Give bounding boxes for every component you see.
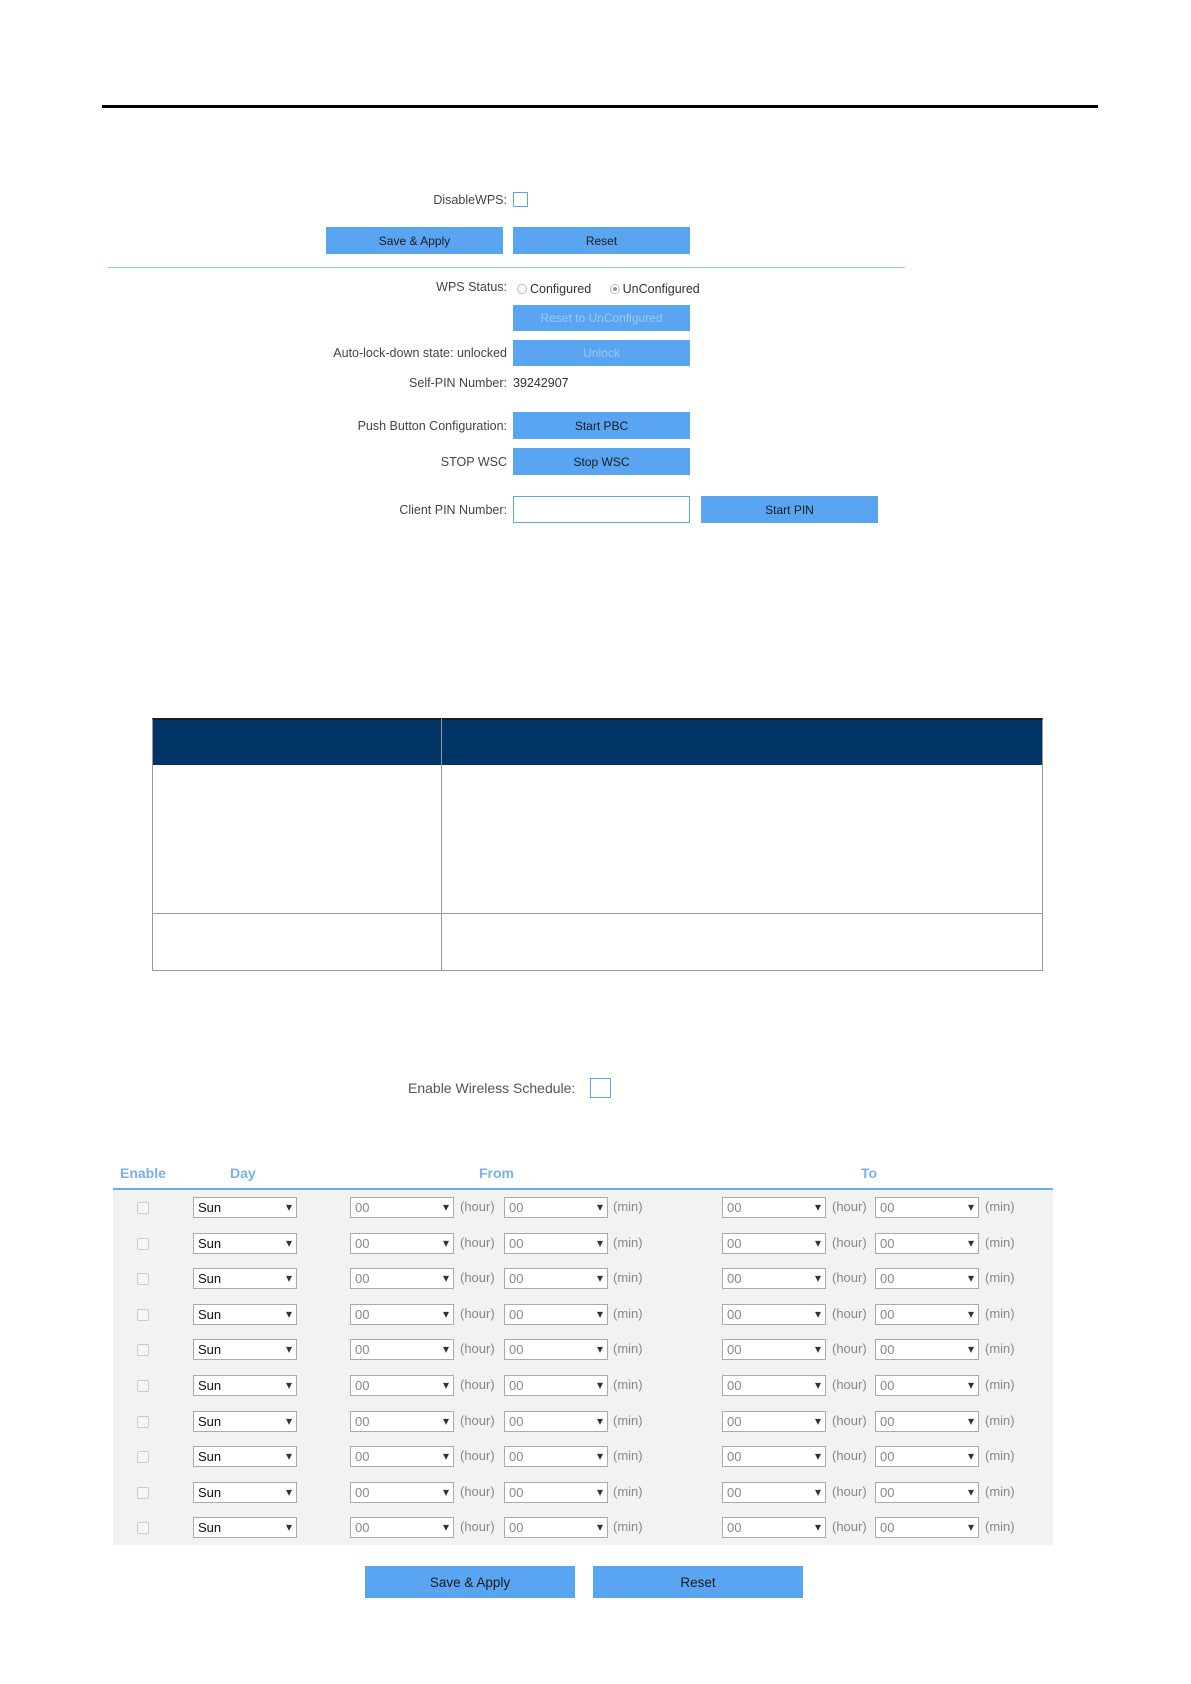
day-select[interactable]: Sun ▾ <box>193 1517 297 1538</box>
day-select[interactable]: Sun ▾ <box>193 1446 297 1467</box>
from-min-unit: (min) <box>613 1234 643 1250</box>
wps-status-radio-group <box>517 280 700 298</box>
header-to: To <box>861 1165 878 1181</box>
from-hour-unit: (hour) <box>460 1341 495 1357</box>
stop-wsc-label: STOP WSC <box>440 455 507 469</box>
to-hour-select[interactable]: 00 ▾ <box>722 1233 826 1254</box>
row-enable-checkbox[interactable] <box>137 1309 149 1321</box>
from-hour-unit: (hour) <box>460 1377 495 1392</box>
to-hour-unit: (hour) <box>832 1377 867 1392</box>
day-select[interactable]: Sun ▾ <box>193 1375 297 1396</box>
page-header-rule <box>102 105 1098 108</box>
schedule-row <box>113 1405 1053 1440</box>
from-hour-unit: (hour) <box>460 1483 495 1499</box>
disable-wps-checkbox[interactable] <box>513 192 528 207</box>
from-hour-unit: (hour) <box>460 1448 495 1464</box>
from-min-select[interactable]: 00 ▾ <box>504 1233 608 1254</box>
info-table-header <box>153 720 1042 765</box>
from-hour-select[interactable]: 00 ▾ <box>350 1339 454 1360</box>
start-pin-button[interactable]: Start PIN <box>701 496 878 523</box>
from-min-unit: (min) <box>613 1448 643 1464</box>
day-select[interactable]: Sun ▾ <box>193 1411 297 1432</box>
stop-wsc-button[interactable]: Stop WSC <box>513 448 690 475</box>
to-hour-unit: (hour) <box>832 1270 867 1286</box>
to-min-unit: (min) <box>985 1234 1015 1250</box>
from-min-unit: (min) <box>613 1377 643 1392</box>
row-enable-checkbox[interactable] <box>137 1522 149 1534</box>
self-pin-value: 39242907 <box>513 376 569 390</box>
schedule-row <box>113 1511 1053 1546</box>
to-min-unit: (min) <box>985 1483 1015 1499</box>
row-enable-checkbox[interactable] <box>137 1380 149 1392</box>
from-hour-select[interactable]: 00 ▾ <box>350 1446 454 1467</box>
to-min-select[interactable]: 00 ▾ <box>875 1304 979 1325</box>
schedule-row <box>113 1333 1053 1368</box>
start-pbc-button[interactable]: Start PBC <box>513 412 690 439</box>
from-hour-select[interactable]: 00 ▾ <box>350 1411 454 1432</box>
from-min-unit: (min) <box>613 1412 643 1428</box>
to-hour-unit: (hour) <box>832 1519 867 1535</box>
unconfigured-radio[interactable] <box>610 284 620 294</box>
from-min-select[interactable]: 00 ▾ <box>504 1197 608 1218</box>
day-select[interactable]: Sun ▾ <box>193 1197 297 1218</box>
row-enable-checkbox[interactable] <box>137 1416 149 1428</box>
to-hour-select[interactable]: 00 ▾ <box>722 1411 826 1432</box>
to-min-unit: (min) <box>985 1448 1015 1464</box>
from-min-unit: (min) <box>613 1270 643 1286</box>
to-min-select[interactable]: 00 ▾ <box>875 1375 979 1396</box>
from-hour-select[interactable]: 00 ▾ <box>350 1482 454 1503</box>
to-min-unit: (min) <box>985 1412 1015 1428</box>
from-min-select[interactable]: 00 ▾ <box>504 1339 608 1360</box>
to-hour-unit: (hour) <box>832 1448 867 1464</box>
from-hour-select[interactable]: 00 ▾ <box>350 1233 454 1254</box>
to-hour-select[interactable]: 00 ▾ <box>722 1339 826 1360</box>
from-min-select[interactable]: 00 ▾ <box>504 1411 608 1432</box>
from-min-select[interactable]: 00 ▾ <box>504 1482 608 1503</box>
autolock-label: Auto-lock-down state: unlocked <box>333 346 507 360</box>
unlock-button[interactable]: Unlock <box>513 340 690 366</box>
to-hour-unit: (hour) <box>832 1341 867 1357</box>
to-min-select[interactable]: 00 ▾ <box>875 1517 979 1538</box>
enable-schedule-checkbox[interactable] <box>590 1078 611 1098</box>
from-min-unit: (min) <box>613 1305 643 1321</box>
from-hour-select[interactable]: 00 ▾ <box>350 1268 454 1289</box>
to-hour-unit: (hour) <box>832 1412 867 1428</box>
schedule-row <box>113 1298 1053 1333</box>
configured-radio-label: Configured <box>530 281 592 296</box>
day-select[interactable]: Sun ▾ <box>193 1482 297 1503</box>
save-apply-button[interactable]: Save & Apply <box>326 227 503 254</box>
to-min-unit: (min) <box>985 1199 1015 1214</box>
from-hour-unit: (hour) <box>460 1234 495 1250</box>
to-min-select[interactable]: 00 ▾ <box>875 1233 979 1254</box>
header-day: Day <box>230 1165 256 1181</box>
schedule-row <box>113 1191 1053 1226</box>
client-pin-label: Client PIN Number: <box>399 503 507 517</box>
info-table-row-divider <box>152 913 1043 914</box>
client-pin-input[interactable] <box>513 496 690 523</box>
from-min-unit: (min) <box>613 1199 643 1214</box>
from-min-unit: (min) <box>613 1483 643 1499</box>
to-hour-select[interactable]: 00 ▾ <box>722 1482 826 1503</box>
from-min-unit: (min) <box>613 1341 643 1357</box>
row-enable-checkbox[interactable] <box>137 1238 149 1250</box>
schedule-row <box>113 1262 1053 1297</box>
schedule-table <box>113 1157 1053 1545</box>
to-min-select[interactable]: 00 ▾ <box>875 1446 979 1467</box>
to-hour-select[interactable]: 00 ▾ <box>722 1268 826 1289</box>
reset-button[interactable]: Reset <box>513 227 690 254</box>
row-enable-checkbox[interactable] <box>137 1344 149 1356</box>
unconfigured-radio-label: UnConfigured <box>622 281 700 296</box>
from-hour-unit: (hour) <box>460 1199 495 1214</box>
header-enable: Enable <box>120 1165 166 1181</box>
from-hour-select[interactable]: 00 ▾ <box>350 1304 454 1325</box>
to-min-unit: (min) <box>985 1305 1015 1321</box>
to-hour-select[interactable]: 00 ▾ <box>722 1304 826 1325</box>
day-select[interactable]: Sun ▾ <box>193 1304 297 1325</box>
schedule-reset-button[interactable]: Reset <box>593 1566 803 1598</box>
to-hour-unit: (hour) <box>832 1483 867 1499</box>
from-hour-select[interactable]: 00 ▾ <box>350 1517 454 1538</box>
schedule-row <box>113 1369 1053 1404</box>
pbc-label: Push Button Configuration: <box>357 419 507 433</box>
day-select[interactable]: Sun ▾ <box>193 1233 297 1254</box>
disable-wps-label: DisableWPS: <box>433 193 507 207</box>
from-hour-unit: (hour) <box>460 1270 495 1286</box>
wps-status-label: WPS Status: <box>436 280 507 294</box>
row-enable-checkbox[interactable] <box>137 1487 149 1499</box>
to-min-select[interactable]: 00 ▾ <box>875 1268 979 1289</box>
from-min-select[interactable]: 00 ▾ <box>504 1446 608 1467</box>
to-min-unit: (min) <box>985 1519 1015 1535</box>
to-hour-select[interactable]: 00 ▾ <box>722 1517 826 1538</box>
from-min-select[interactable]: 00 ▾ <box>504 1517 608 1538</box>
from-hour-select[interactable]: 00 ▾ <box>350 1375 454 1396</box>
to-min-unit: (min) <box>985 1270 1015 1286</box>
enable-schedule-label: Enable Wireless Schedule: <box>408 1080 576 1096</box>
schedule-table-header <box>113 1157 1053 1190</box>
from-hour-unit: (hour) <box>460 1519 495 1535</box>
to-min-select[interactable]: 00 ▾ <box>875 1197 979 1218</box>
row-enable-checkbox[interactable] <box>137 1451 149 1463</box>
to-min-unit: (min) <box>985 1341 1015 1357</box>
day-select[interactable]: Sun ▾ <box>193 1268 297 1289</box>
section-divider <box>108 267 905 268</box>
to-hour-unit: (hour) <box>832 1234 867 1250</box>
to-min-select[interactable]: 00 ▾ <box>875 1411 979 1432</box>
from-min-select[interactable]: 00 ▾ <box>504 1268 608 1289</box>
to-hour-select[interactable]: 00 ▾ <box>722 1197 826 1218</box>
row-enable-checkbox[interactable] <box>137 1202 149 1214</box>
to-min-select[interactable]: 00 ▾ <box>875 1482 979 1503</box>
header-from: From <box>479 1165 514 1181</box>
schedule-row <box>113 1476 1053 1511</box>
day-select[interactable]: Sun ▾ <box>193 1339 297 1360</box>
to-hour-select[interactable]: 00 ▾ <box>722 1375 826 1396</box>
row-enable-checkbox[interactable] <box>137 1273 149 1285</box>
from-min-select[interactable]: 00 ▾ <box>504 1304 608 1325</box>
from-min-unit: (min) <box>613 1519 643 1535</box>
from-hour-select[interactable]: 00 ▾ <box>350 1197 454 1218</box>
from-hour-unit: (hour) <box>460 1305 495 1321</box>
to-hour-unit: (hour) <box>832 1305 867 1321</box>
from-min-select[interactable]: 00 ▾ <box>504 1375 608 1396</box>
to-hour-select[interactable]: 00 ▾ <box>722 1446 826 1467</box>
reset-to-unconfigured-button[interactable]: Reset to UnConfigured <box>513 305 690 331</box>
configured-radio[interactable] <box>517 284 527 294</box>
self-pin-label: Self-PIN Number: <box>409 376 507 390</box>
to-min-select[interactable]: 00 ▾ <box>875 1339 979 1360</box>
info-table-column-divider <box>441 718 442 971</box>
to-hour-unit: (hour) <box>832 1199 867 1214</box>
schedule-row <box>113 1440 1053 1475</box>
to-min-unit: (min) <box>985 1377 1015 1392</box>
from-hour-unit: (hour) <box>460 1412 495 1428</box>
schedule-row <box>113 1227 1053 1262</box>
schedule-save-apply-button[interactable]: Save & Apply <box>365 1566 575 1598</box>
